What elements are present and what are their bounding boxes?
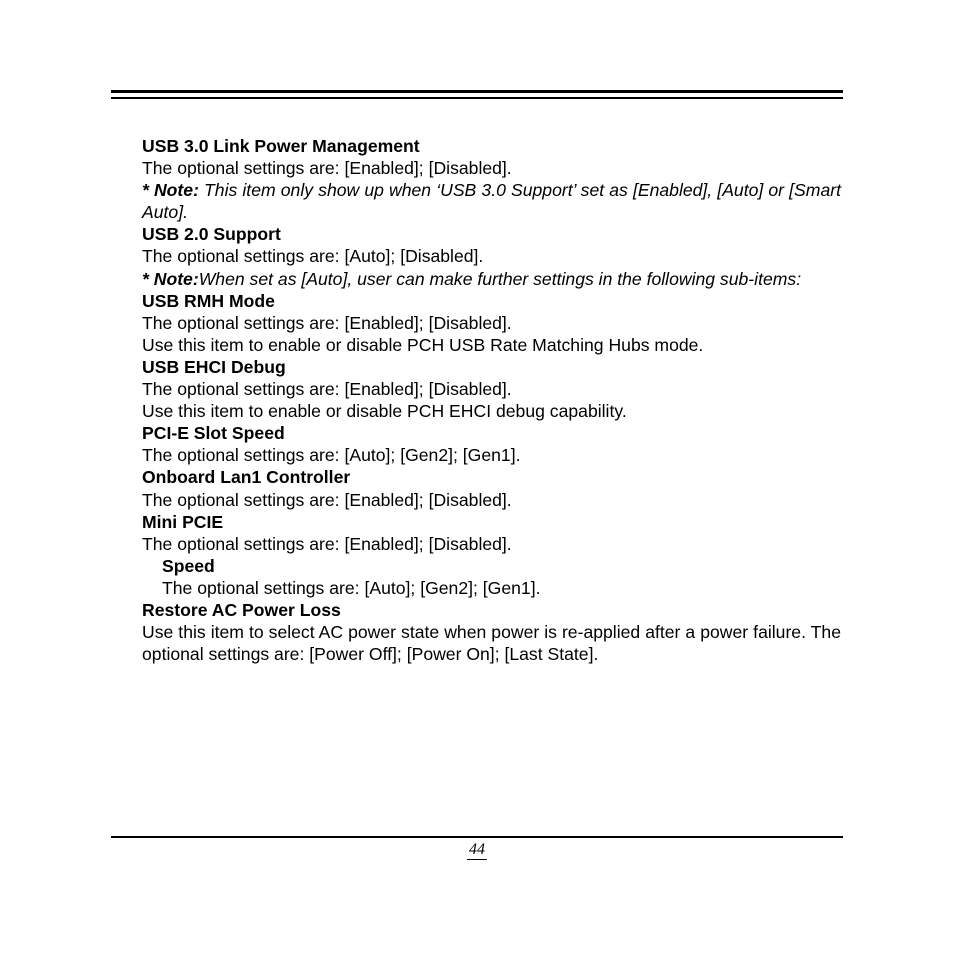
header-rule-thin xyxy=(111,97,843,99)
mini-pcie-heading: Mini PCIE xyxy=(142,511,224,532)
pcie-speed-options: The optional settings are: [Auto]; [Gen2]; [Gen1]. xyxy=(142,445,521,466)
note-text: This item only show up when ‘USB 3.0 Support’ set as [Enabled], [Auto] or [Smart Auto]. xyxy=(142,180,841,223)
usb-rmh-options: The optional settings are: [Enabled]; [Disabled]. xyxy=(142,312,512,333)
usb-ehci-heading: USB EHCI Debug xyxy=(142,356,286,377)
note-label: * Note: xyxy=(142,268,199,289)
note-label: * Note: xyxy=(142,180,199,201)
mini-pcie-speed-heading: Speed xyxy=(162,555,215,576)
usb-ehci-desc: Use this item to enable or disable PCH EHCI debug capability. xyxy=(142,401,627,422)
usb20-support-heading: USB 2.0 Support xyxy=(142,224,281,245)
usb20-support-note xyxy=(142,268,841,290)
usb30-lpm-options: The optional settings are: [Enabled]; [Disabled]. xyxy=(142,158,512,179)
header-rule-thick xyxy=(111,90,843,93)
footer-rule xyxy=(111,836,843,838)
note-text: When set as [Auto], user can make further settings in the following sub-items: xyxy=(198,268,802,289)
page-number xyxy=(0,840,954,860)
usb30-lpm-note xyxy=(142,179,841,223)
usb-rmh-heading: USB RMH Mode xyxy=(142,290,275,311)
document-body xyxy=(142,135,841,665)
lan1-options: The optional settings are: [Enabled]; [Disabled]. xyxy=(142,489,512,510)
mini-pcie-options: The optional settings are: [Enabled]; [Disabled]. xyxy=(142,533,512,554)
page-number-text: 44 xyxy=(469,841,485,858)
lan1-heading: Onboard Lan1 Controller xyxy=(142,467,351,488)
usb-ehci-options: The optional settings are: [Enabled]; [Disabled]. xyxy=(142,379,512,400)
ac-power-desc: Use this item to select AC power state when power is re-applied after a power failure. The optional settings are: [Power Off]; [Power On]; [Last State]. xyxy=(142,622,841,665)
usb-rmh-desc: Use this item to enable or disable PCH USB Rate Matching Hubs mode. xyxy=(142,334,704,355)
pcie-speed-heading: PCI-E Slot Speed xyxy=(142,423,285,444)
mini-pcie-speed-options: The optional settings are: [Auto]; [Gen2]; [Gen1]. xyxy=(162,577,541,598)
usb20-support-options: The optional settings are: [Auto]; [Disabled]. xyxy=(142,246,484,267)
usb30-lpm-heading: USB 3.0 Link Power Management xyxy=(142,136,420,156)
ac-power-heading: Restore AC Power Loss xyxy=(142,599,341,620)
